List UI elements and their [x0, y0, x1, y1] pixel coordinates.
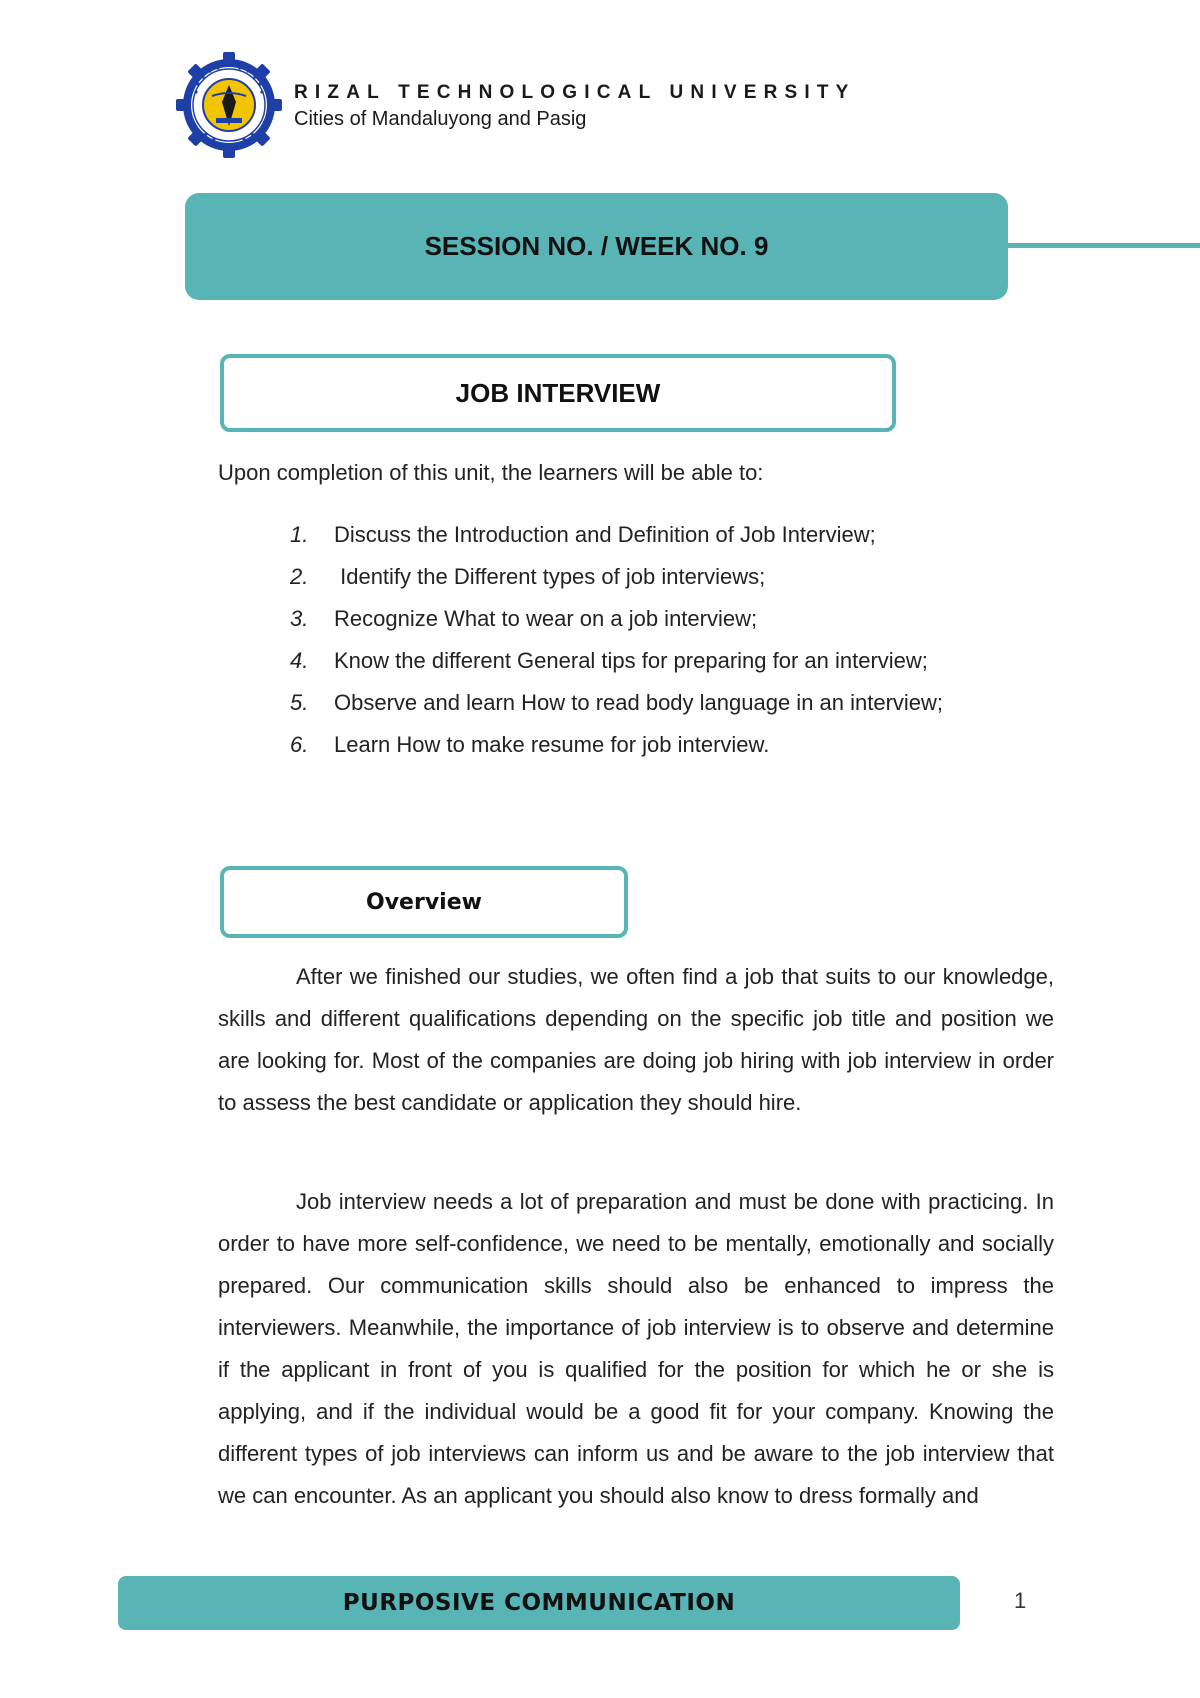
- objectives-intro: Upon completion of this unit, the learners will be able to:: [218, 460, 764, 485]
- objective-text: Learn How to make resume for job interview.: [334, 732, 770, 757]
- objective-number: 4.: [290, 648, 309, 673]
- session-banner-line: [1006, 243, 1200, 248]
- overview-paragraph-2: Job interview needs a lot of preparation and must be done with practicing. In order to have more self-confidence, we need to be mentally, emotionally and socially prepared. Our communication skills should also be enhanced to impress the interviewers. Meanwhile, the importance of job interview is to observe and determine if the applicant in front of you is qualified for the position for which he or she is applying, and if the individual would be a good fit for your company. Knowing the different types of job interviews can inform us and be aware to the job interview that we can encounter. As an applicant you should also know to dress formally and: [218, 1189, 1054, 1508]
- objective-text: Recognize What to wear on a job interview;: [334, 606, 758, 631]
- objective-item: [290, 724, 943, 766]
- objective-number: 6.: [290, 732, 309, 757]
- overview-paragraph-1: After we finished our studies, we often find a job that suits to our knowledge, skills and different qualifications depending on the specific job title and position we are looking for. Most of the companies are doing job hiring with job interview in order to assess the best candidate or application they should hire.: [218, 964, 1054, 1115]
- overview-heading: Overview: [366, 889, 482, 915]
- objective-number: 5.: [290, 690, 309, 715]
- course-footer-banner: [118, 1576, 960, 1630]
- objectives-list: [290, 514, 943, 766]
- university-subtitle: Cities of Mandaluyong and Pasig: [294, 108, 587, 130]
- objective-text: Know the different General tips for preparing for an interview;: [334, 648, 928, 673]
- course-title: PURPOSIVE COMMUNICATION: [342, 1590, 736, 1616]
- objective-number: 1.: [290, 522, 309, 547]
- objective-item: [290, 682, 943, 724]
- objective-item: [290, 514, 943, 556]
- session-title: SESSION NO. / WEEK NO. 9: [424, 231, 769, 261]
- objective-item: [290, 556, 943, 598]
- objective-text: Observe and learn How to read body language in an interview;: [334, 690, 944, 715]
- objective-number: 3.: [290, 606, 309, 631]
- page-number: 1: [1014, 1588, 1027, 1613]
- topic-title-box: [220, 354, 896, 432]
- objective-number: 2.: [290, 564, 309, 589]
- university-name: RIZAL TECHNOLOGICAL UNIVERSITY: [294, 82, 856, 103]
- topic-title: JOB INTERVIEW: [455, 377, 661, 408]
- objective-text: Discuss the Introduction and Definition of Job Interview;: [334, 522, 876, 547]
- objective-item: [290, 640, 943, 682]
- university-seal-icon: [176, 52, 282, 158]
- overview-heading-box: [220, 866, 628, 938]
- objective-text: Identify the Different types of job interviews;: [334, 564, 766, 589]
- session-banner: [185, 193, 1008, 300]
- objective-item: [290, 598, 943, 640]
